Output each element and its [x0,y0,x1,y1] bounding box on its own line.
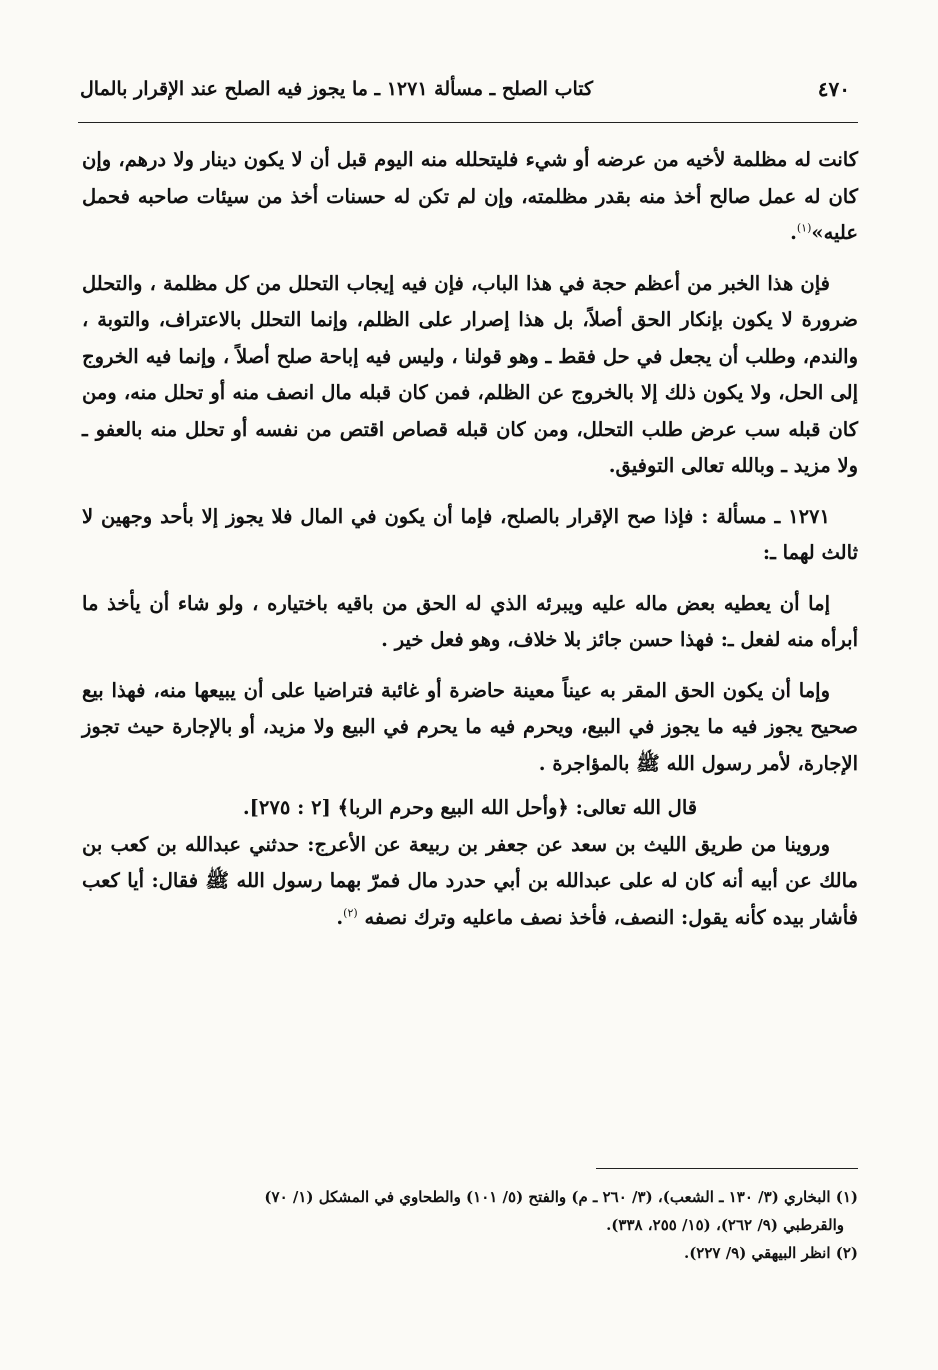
main-text [82,142,858,936]
paragraph-text: كانت له مظلمة لأخيه من عرضه أو شيء فليتحلله منه اليوم قبل أن لا يكون دينار ولا درهم، وإن كان له عمل صالح أخذ منه بقدر مظلمته، وإن لم تكن له حسنات أخذ من سيئات صاحبه فحمل عليه» [82,148,858,244]
running-title: كتاب الصلح ـ مسألة ١٢٧١ ـ ما يجوز فيه الصلح عند الإقرار بالمال [80,77,594,100]
paragraph-commentary: فإن هذا الخبر من أعظم حجة في هذا الباب، فإن فيه إيجاب التحلل من كل مظلمة ، والتحلل ضرورة لا يكون بإنكار الحق أصلاً، بل هذا إصرار على الظلم، وإنما التحلل بالاعتراف، والتوبة ، والندم، وطلب أن يجعل في حل فقط ـ وهو قولنا ، وليس فيه إباحة صلح أصلاً ، وإنما فيه الخروج إلى الحل، ولا يكون ذلك إلا بالخروج عن الظلم، فمن كان قبله مال انصف منه أو تحلل منه، ومن كان قبله سب عرض طلب التحلل، ومن كان قبله قصاص اقتص من نفسه أو تحلل منه بالعفو ـ ولا مزيد ـ وبالله تعالى التوفيق. [82,271,858,477]
quran-citation [82,790,858,827]
quran-verse: ﴿وأحل الله البيع وحرم الربا﴾ [337,796,569,819]
verse-reference: [٢ : ٢٧٥]. [242,796,331,819]
footnote-1-continued: والقرطبي (٩/ ٢٦٢)، (١٥/ ٢٥٥، ٣٣٨). [606,1216,844,1234]
footnote-1: (١) البخاري (٣/ ١٣٠ ـ الشعب)، (٣/ ٢٦٠ ـ م) والفتح (٥/ ١٠١) والطحاوي في المشكل (١/ ٧٠) [264,1188,858,1206]
footnote-2: (٢) انظر البيهقي (٩/ ٢٢٧). [683,1244,858,1262]
page-number: ٤٧٠ [817,77,850,101]
footnote-ref: (٢) [343,906,358,919]
paragraph-second-way: وإما أن يكون الحق المقر به عيناً معينة حاضرة أو غائبة فتراضيا على أن يبيعها منه، فهذا بيع صحيح يجوز فيه ما يجوز في البيع، ويحرم فيه ما يحرم في البيع ولا مزيد، أو بالإجارة حيث تجوز الإجارة، لأمر رسول الله ﷺ بالمؤاجرة . [82,678,858,775]
paragraph-text: وروينا من طريق الليث بن سعد عن جعفر بن ربيعة عن الأعرج: حدثني عبدالله بن كعب بن مالك عن أبيه أنه كان له على عبدالله بن أبي حدرد مال فمرّ بهما رسول الله ﷺ فقال: أيا كعب فأشار بيده كأنه يقول: النصف، فأخذ نصف ماعليه وترك نصفه [82,832,858,929]
punctuation: . [790,221,797,244]
paragraph-hadith-end [82,142,858,252]
paragraph-issue-1271 [82,499,858,572]
issue-number: ١٢٧١ ـ مسألة [716,504,830,528]
footnote-ref: (١) [796,221,812,235]
paragraph-narration [82,827,858,937]
footnote-rule [596,1168,858,1169]
header-rule [78,122,858,123]
page-header [80,68,858,110]
footnotes [82,1183,858,1267]
quran-lead: قال الله تعالى: [575,796,698,819]
punctuation: . [336,905,344,929]
paragraph-first-way: إما أن يعطيه بعض ماله عليه ويبرئه الذي له الحق من باقيه باختياره ، ولو شاء أن يأخذ ما أبرأه منه لفعل ـ: فهذا حسن جائز بلا خلاف، وهو فعل خير . [82,591,858,651]
paragraph-text: : فإذا صح الإقرار بالصلح، فإما أن يكون في المال فلا يجوز إلا بأحد وجهين لا ثالث لهما ـ: [82,504,858,564]
